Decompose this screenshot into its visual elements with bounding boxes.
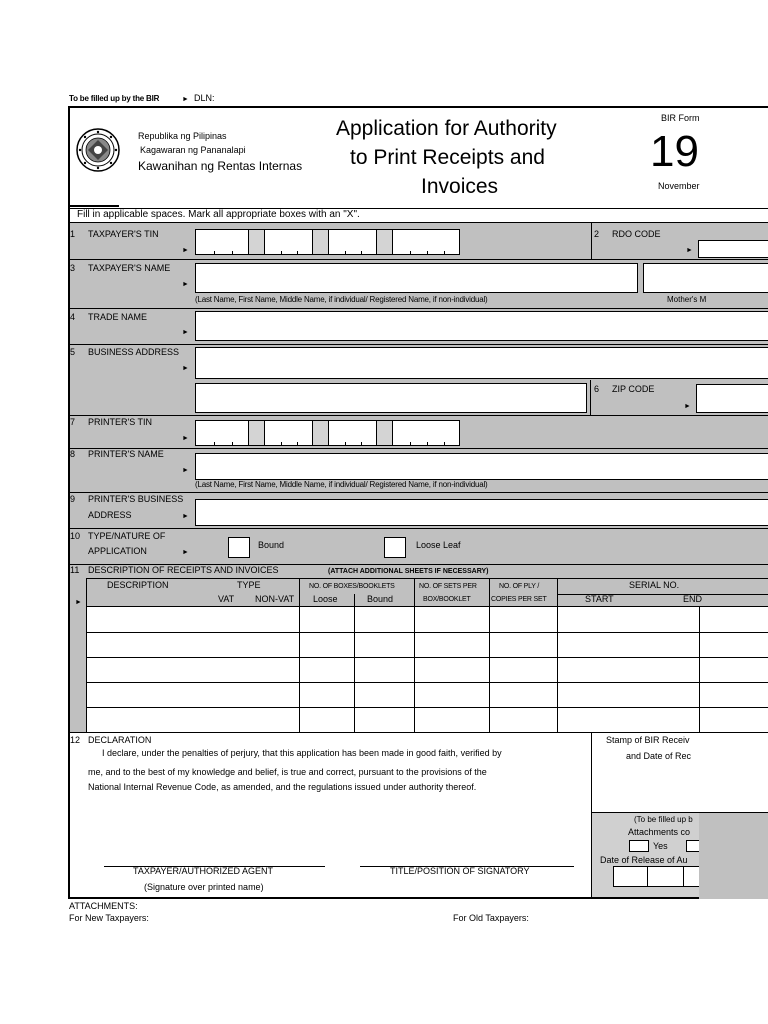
- f8-hint: (Last Name, First Name, Middle Name, if individual/ Registered Name, if non-individual): [195, 480, 488, 489]
- f5-arrow-icon: ►: [182, 365, 189, 372]
- f10-label-line2: APPLICATION: [88, 546, 147, 556]
- f7-label: PRINTER'S TIN: [88, 417, 153, 427]
- zip-divider: [590, 380, 591, 415]
- printer-business-address-input[interactable]: [195, 499, 768, 526]
- f8-arrow-icon: ►: [182, 467, 189, 474]
- f1-arrow-icon: ►: [182, 247, 189, 254]
- f2-arrow-icon: ►: [686, 247, 693, 254]
- bound-label: Bound: [258, 540, 285, 550]
- table-row[interactable]: [87, 633, 768, 657]
- stamp-label-line1: Stamp of BIR Receiv: [606, 735, 690, 745]
- table-line: [86, 578, 768, 579]
- table-side-bg: [70, 607, 86, 732]
- agency-line2: Kagawaran ng Pananalapi: [140, 145, 246, 155]
- f11-note: (ATTACH ADDITIONAL SHEETS IF NECESSARY): [328, 568, 489, 575]
- f3-arrow-icon: ►: [182, 281, 189, 288]
- col-ply-line1: NO. OF PLY /: [499, 583, 540, 590]
- f10-number: 10: [70, 531, 81, 541]
- header-divider-short: [68, 205, 119, 207]
- f7-arrow-icon: ►: [182, 435, 189, 442]
- bir-seal-icon: [76, 128, 120, 172]
- signature-label-taxpayer: TAXPAYER/AUTHORIZED AGENT: [133, 866, 274, 876]
- col-sets-line2: BOX/BOOKLET: [423, 596, 471, 603]
- col-nonvat: NON-VAT: [255, 594, 295, 604]
- zip-code-input[interactable]: [696, 384, 768, 413]
- bir-form-label: BIR Form: [661, 113, 700, 123]
- f9-label-line1: PRINTER'S BUSINESS: [88, 494, 184, 504]
- bound-checkbox[interactable]: [228, 537, 250, 558]
- f3-number: 3: [70, 263, 76, 273]
- f5-label: BUSINESS ADDRESS: [88, 347, 180, 357]
- f11-arrow-icon: ►: [75, 599, 82, 606]
- printer-name-input[interactable]: [195, 453, 768, 480]
- form-title-line2: to Print Receipts and: [350, 146, 545, 169]
- declaration-number: 12: [70, 735, 81, 745]
- dln-arrow-icon: ►: [182, 96, 189, 103]
- f9-number: 9: [70, 494, 76, 504]
- f2-label: RDO CODE: [612, 229, 661, 239]
- business-address-line1-input[interactable]: [195, 347, 768, 379]
- f8-number: 8: [70, 449, 76, 459]
- agency-line1: Republika ng Pilipinas: [138, 131, 227, 141]
- table-line: [68, 732, 768, 733]
- col-sets-line1: NO. OF SETS PER: [419, 583, 477, 590]
- col-description: DESCRIPTION: [107, 580, 169, 590]
- f4-arrow-icon: ►: [182, 329, 189, 336]
- signature-sublabel: (Signature over printed name): [144, 882, 264, 892]
- loose-leaf-label: Loose Leaf: [416, 540, 461, 550]
- attachments-yes-label: Yes: [653, 841, 668, 851]
- col-boxes: NO. OF BOXES/BOOKLETS: [309, 583, 395, 590]
- bir-form-date: November: [658, 181, 700, 191]
- f2-number: 2: [594, 229, 600, 239]
- bir-form-number: 19: [650, 127, 699, 176]
- f6-arrow-icon: ►: [684, 403, 691, 410]
- trade-name-input[interactable]: [195, 311, 768, 341]
- f10-arrow-icon: ►: [182, 549, 189, 556]
- col-serial: SERIAL NO.: [629, 580, 680, 590]
- printer-tin-input[interactable]: [195, 420, 460, 446]
- form-top-border: [68, 106, 768, 108]
- col-start: START: [585, 594, 614, 604]
- col-bound: Bound: [367, 594, 394, 604]
- f6-number: 6: [594, 384, 600, 394]
- dln-label: DLN:: [194, 93, 215, 103]
- f4-number: 4: [70, 312, 76, 322]
- attachments-new: For New Taxpayers:: [69, 913, 149, 923]
- table-row[interactable]: [87, 708, 768, 732]
- f1-label: TAXPAYER'S TIN: [88, 229, 159, 239]
- instruction-text: Fill in applicable spaces. Mark all appropriate boxes with an "X".: [77, 209, 360, 220]
- col-loose: Loose: [313, 594, 338, 604]
- declaration-line1: I declare, under the penalties of perjury, that this application has been made in good faith, verified by: [102, 748, 502, 758]
- col-vat: VAT: [218, 594, 235, 604]
- f9-arrow-icon: ►: [182, 513, 189, 520]
- declaration-line3: National Internal Revenue Code, as amended, and the regulations issued under authority thereof.: [88, 782, 477, 792]
- stamp-label-line2: and Date of Rec: [626, 751, 692, 761]
- f6-label: ZIP CODE: [612, 384, 655, 394]
- bir-use-line3: Date of Release of Au: [600, 855, 688, 865]
- col-ply-line2: COPIES PER SET: [491, 596, 547, 603]
- f10-label-line1: TYPE/NATURE OF: [88, 531, 166, 541]
- f11-label: DESCRIPTION OF RECEIPTS AND INVOICES: [88, 565, 279, 575]
- col-type: TYPE: [237, 580, 261, 590]
- taxpayer-tin-input[interactable]: [195, 229, 460, 255]
- business-address-line2-input[interactable]: [195, 383, 587, 413]
- rdo-divider: [591, 223, 592, 259]
- signature-label-title: TITLE/POSITION OF SIGNATORY: [390, 866, 530, 876]
- form-title-line3: Invoices: [421, 175, 499, 198]
- f5-number: 5: [70, 347, 76, 357]
- attachments-old: For Old Taxpayers:: [453, 913, 529, 923]
- f4-label: TRADE NAME: [88, 312, 148, 322]
- declaration-title: DECLARATION: [88, 735, 152, 745]
- f11-number: 11: [70, 565, 80, 575]
- rdo-code-input[interactable]: [698, 240, 768, 258]
- f8-label: PRINTER'S NAME: [88, 449, 164, 459]
- loose-leaf-checkbox[interactable]: [384, 537, 406, 558]
- table-row[interactable]: [87, 607, 768, 632]
- attachments-yes-checkbox[interactable]: [629, 840, 649, 852]
- form-title-line1: Application for Authority: [336, 117, 557, 140]
- release-date-input[interactable]: [613, 866, 713, 887]
- bir-use-line1: (To be filled up b: [634, 815, 693, 824]
- f3-hint: (Last Name, First Name, Middle Name, if individual/ Registered Name, if non-individual): [195, 295, 488, 304]
- f3-mother-label: Mother's M: [667, 295, 707, 304]
- col-end: END: [683, 594, 703, 604]
- agency-line3: Kawanihan ng Rentas Internas: [138, 159, 303, 173]
- f7-number: 7: [70, 417, 76, 427]
- f9-label-line2: ADDRESS: [88, 510, 132, 520]
- page-edge-shade: [699, 813, 768, 899]
- f1-number: 1: [70, 229, 76, 239]
- attachments-label: ATTACHMENTS:: [69, 901, 138, 911]
- mothers-maiden-name-input[interactable]: [643, 263, 768, 293]
- bir-use-line2: Attachments co: [628, 827, 691, 837]
- table-row[interactable]: [87, 658, 768, 682]
- bir-note: To be filled up by the BIR: [69, 94, 160, 103]
- f3-label: TAXPAYER'S NAME: [88, 263, 171, 273]
- taxpayer-name-input[interactable]: [195, 263, 638, 293]
- form-bottom-border: [68, 897, 768, 899]
- declaration-line2: me, and to the best of my knowledge and belief, is true and correct, pursuant to the provisions of the: [88, 767, 487, 777]
- table-row[interactable]: [87, 683, 768, 707]
